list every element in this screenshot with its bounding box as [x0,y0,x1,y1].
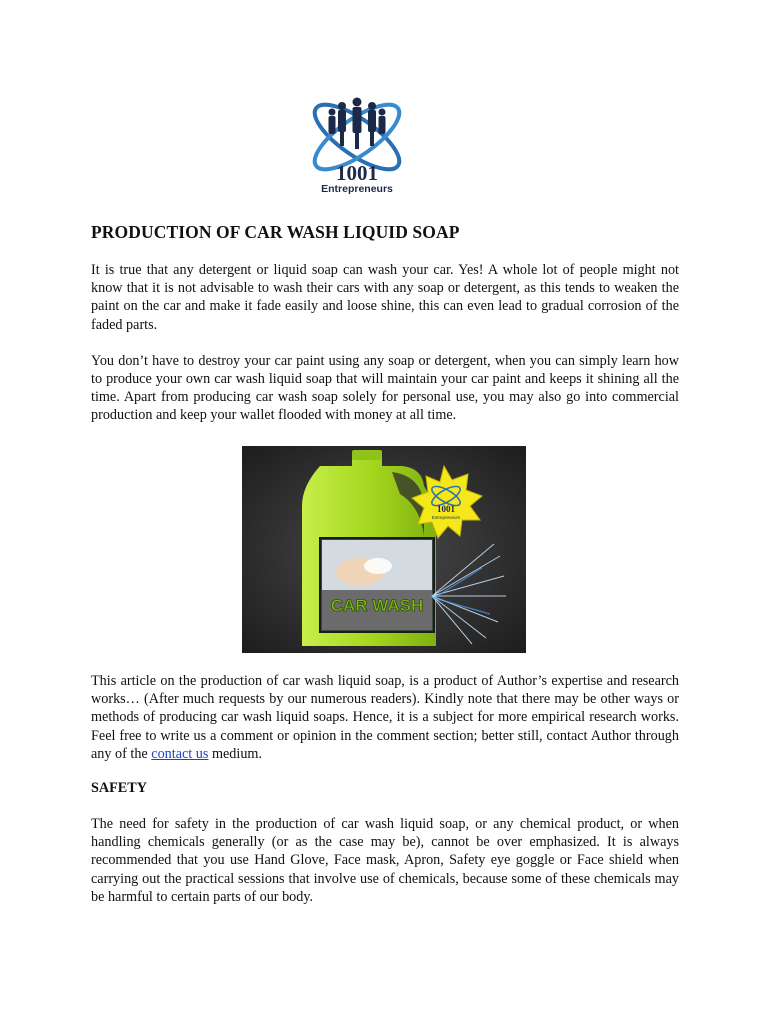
page-title: PRODUCTION OF CAR WASH LIQUID SOAP [91,222,460,242]
logo-number: 1001 [336,161,378,185]
car-wash-product-image [242,446,526,653]
logo-wordmark: Entrepreneurs [321,183,393,195]
entrepreneurs-logo [302,92,412,198]
badge-wordmark: Entrepreneurs [431,515,461,520]
intro-section [91,222,679,425]
author-note-text: This article on the production of car wash liquid soap, is a product of Author’s expertise and research works… (After much requests by our numerous readers). Kindly note that there may be other ways or methods of producing car wash liquid soaps. Hence, it is a subject for more empirical research works. Feel free to write us a comment or opinion in the comment section; better still, contact Author through any of the [91,673,679,762]
paragraph-intro: It is true that any detergent or liquid soap can wash your car. Yes! A whole lot of people might not know that it is not advisable to wash their cars with any soap or detergent, as this tends to weaken the paint on the car and make it fade easily and loose shine, this can even lead to gradual corrosion of the faded parts. [91,262,679,333]
safety-heading: SAFETY [91,780,147,796]
author-note-tail: medium. [208,745,262,762]
badge-number: 1001 [437,504,455,514]
paragraph-destroy-paint: You don’t have to destroy your car paint using any soap or detergent, when you can simply learn how to produce your own car wash liquid soap that will maintain your car paint and keeps it shining all the time. Apart from producing car wash soap solely for personal use, you may also go into commercial production and keep your wallet flooded with money at all time. [91,352,679,424]
paragraph-author-note [91,672,679,763]
car-wash-label: CAR WASH [330,596,424,615]
paragraph-safety: The need for safety in the production of car wash liquid soap, or any chemical product, or when handling chemicals generally (or as the case may be), cannot be over emphasized. It is always recommended that you use Hand Glove, Face mask, Apron, Safety eye goggle or Face shield when carrying out the practical sessions that involve use of chemicals, because some of these chemicals may be harmful to certain parts of our body. [91,816,679,905]
contact-us-link[interactable]: contact us [151,745,209,762]
